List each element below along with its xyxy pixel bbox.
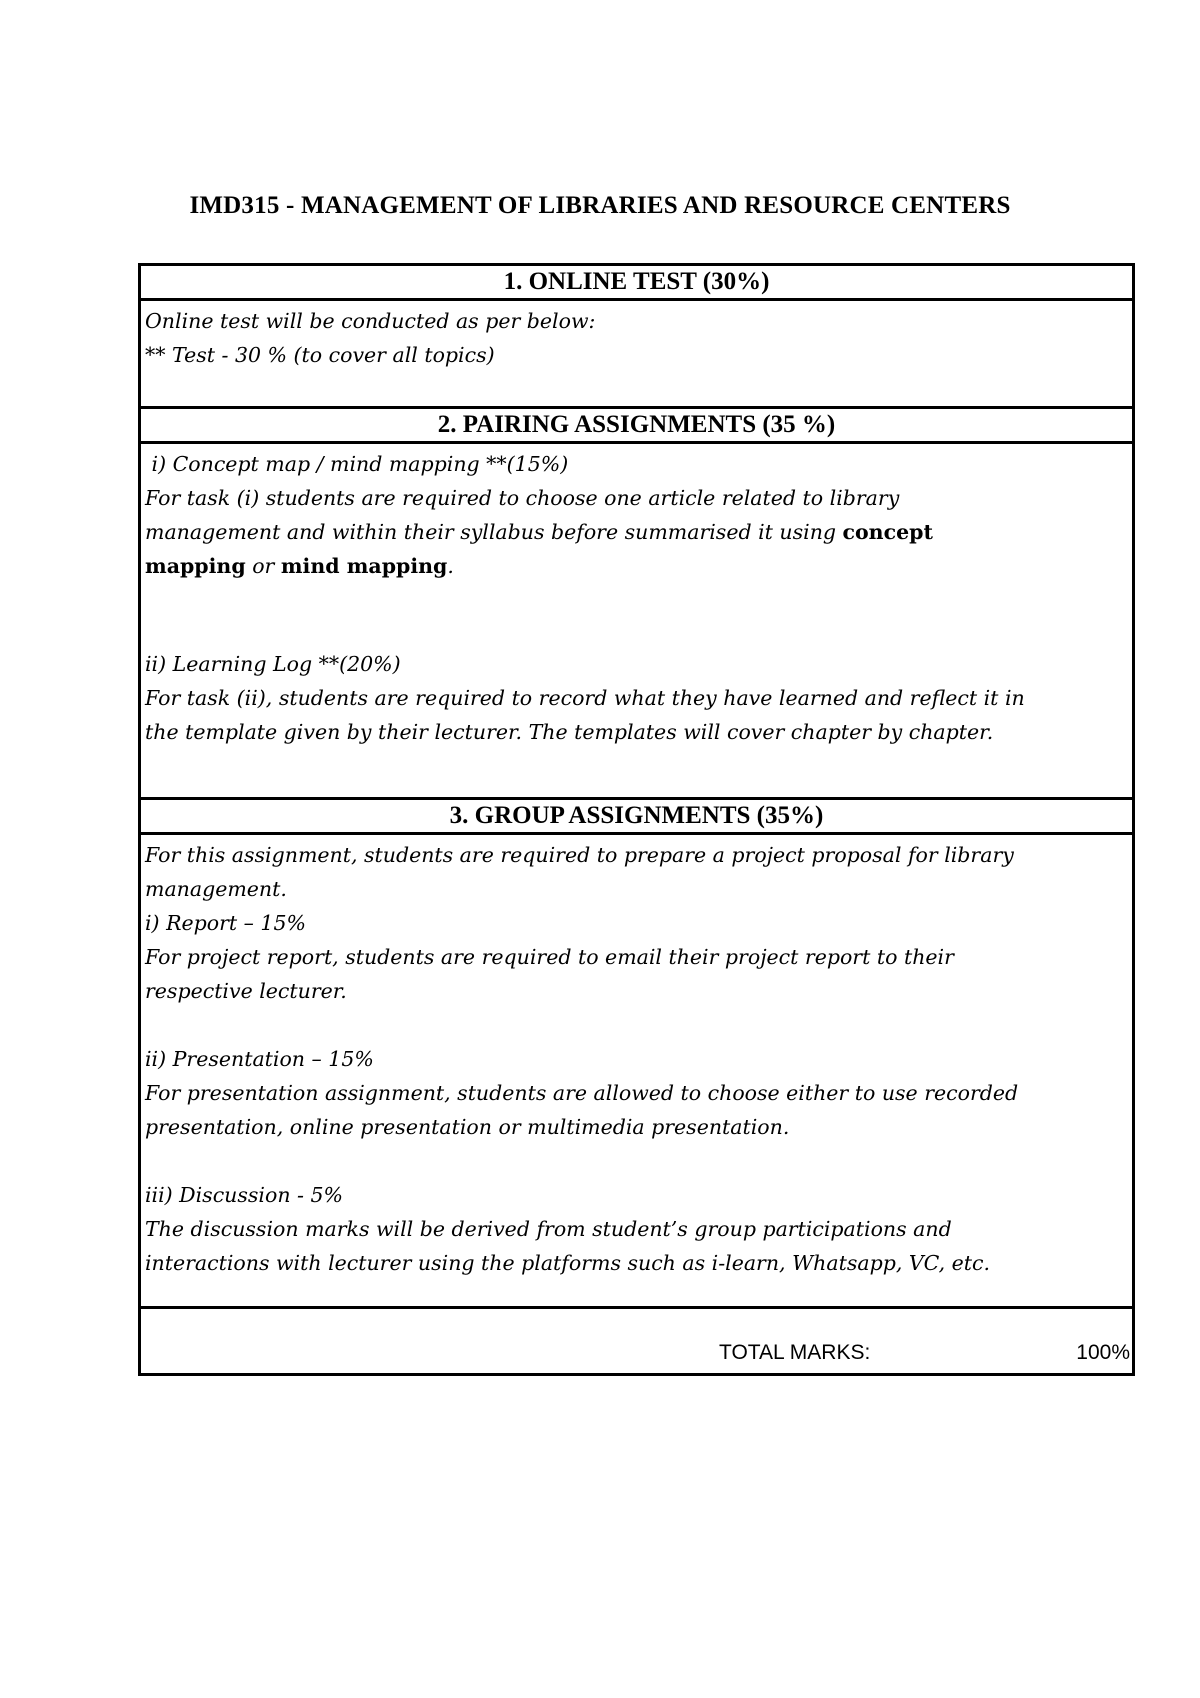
task1-text: . xyxy=(447,554,454,578)
task1-description-line: For task (i) students are required to choose one article related to library xyxy=(145,486,900,510)
task1-text: management and within their syllabus before summarised it using xyxy=(145,520,843,544)
task1-title: i) Concept map / mind mapping **(15%) xyxy=(145,452,569,476)
discussion-title: iii) Discussion - 5% xyxy=(145,1183,344,1207)
report-description-line: For project report, students are required to email their project report to their xyxy=(145,945,954,969)
online-test-line: Online test will be conducted as per below: xyxy=(145,309,596,333)
total-marks-label: TOTAL MARKS: xyxy=(719,1341,871,1364)
discussion-description-line: The discussion marks will be derived from student’s group participations and xyxy=(145,1217,952,1241)
task1-description-line xyxy=(145,515,1128,549)
assessment-table xyxy=(138,263,1135,1376)
section-body-online-test xyxy=(141,301,1132,409)
task1-bold-term: concept xyxy=(842,520,933,544)
section-heading-pairing: 2. PAIRING ASSIGNMENTS (35 %) xyxy=(141,409,1132,444)
group-intro-line: management. xyxy=(145,877,287,901)
presentation-description-line: presentation, online presentation or multimedia presentation. xyxy=(145,1115,790,1139)
task2-description-line: the template given by their lecturer. The templates will cover chapter by chapter. xyxy=(145,720,994,744)
online-test-line: ** Test - 30 % (to cover all topics) xyxy=(145,343,495,367)
section-body-group xyxy=(141,835,1132,1309)
discussion-description-line: interactions with lecturer using the platforms such as i-learn, Whatsapp, VC, etc. xyxy=(145,1251,991,1275)
task2-title: ii) Learning Log **(20%) xyxy=(145,652,401,676)
total-marks-row xyxy=(141,1309,1132,1373)
task1-bold-term: mapping xyxy=(145,554,246,578)
section-body-pairing xyxy=(141,444,1132,800)
task2-description-line: For task (ii), students are required to record what they have learned and reflect it in xyxy=(145,686,1025,710)
presentation-title: ii) Presentation – 15% xyxy=(145,1047,374,1071)
task1-text: or xyxy=(245,554,281,578)
task1-bold-term: mind mapping xyxy=(280,554,448,578)
report-title: i) Report – 15% xyxy=(145,911,306,935)
task1-description-line xyxy=(145,549,1128,583)
section-heading-online-test: 1. ONLINE TEST (30%) xyxy=(141,266,1132,301)
report-description-line: respective lecturer. xyxy=(145,979,347,1003)
section-heading-group: 3. GROUP ASSIGNMENTS (35%) xyxy=(141,800,1132,835)
document-title: IMD315 - MANAGEMENT OF LIBRARIES AND RESOURCE CENTERS xyxy=(189,192,1011,219)
total-marks-value: 100% xyxy=(1076,1341,1130,1364)
presentation-description-line: For presentation assignment, students are allowed to choose either to use recorded xyxy=(145,1081,1019,1105)
group-intro-line: For this assignment, students are required to prepare a project proposal for library xyxy=(145,843,1014,867)
